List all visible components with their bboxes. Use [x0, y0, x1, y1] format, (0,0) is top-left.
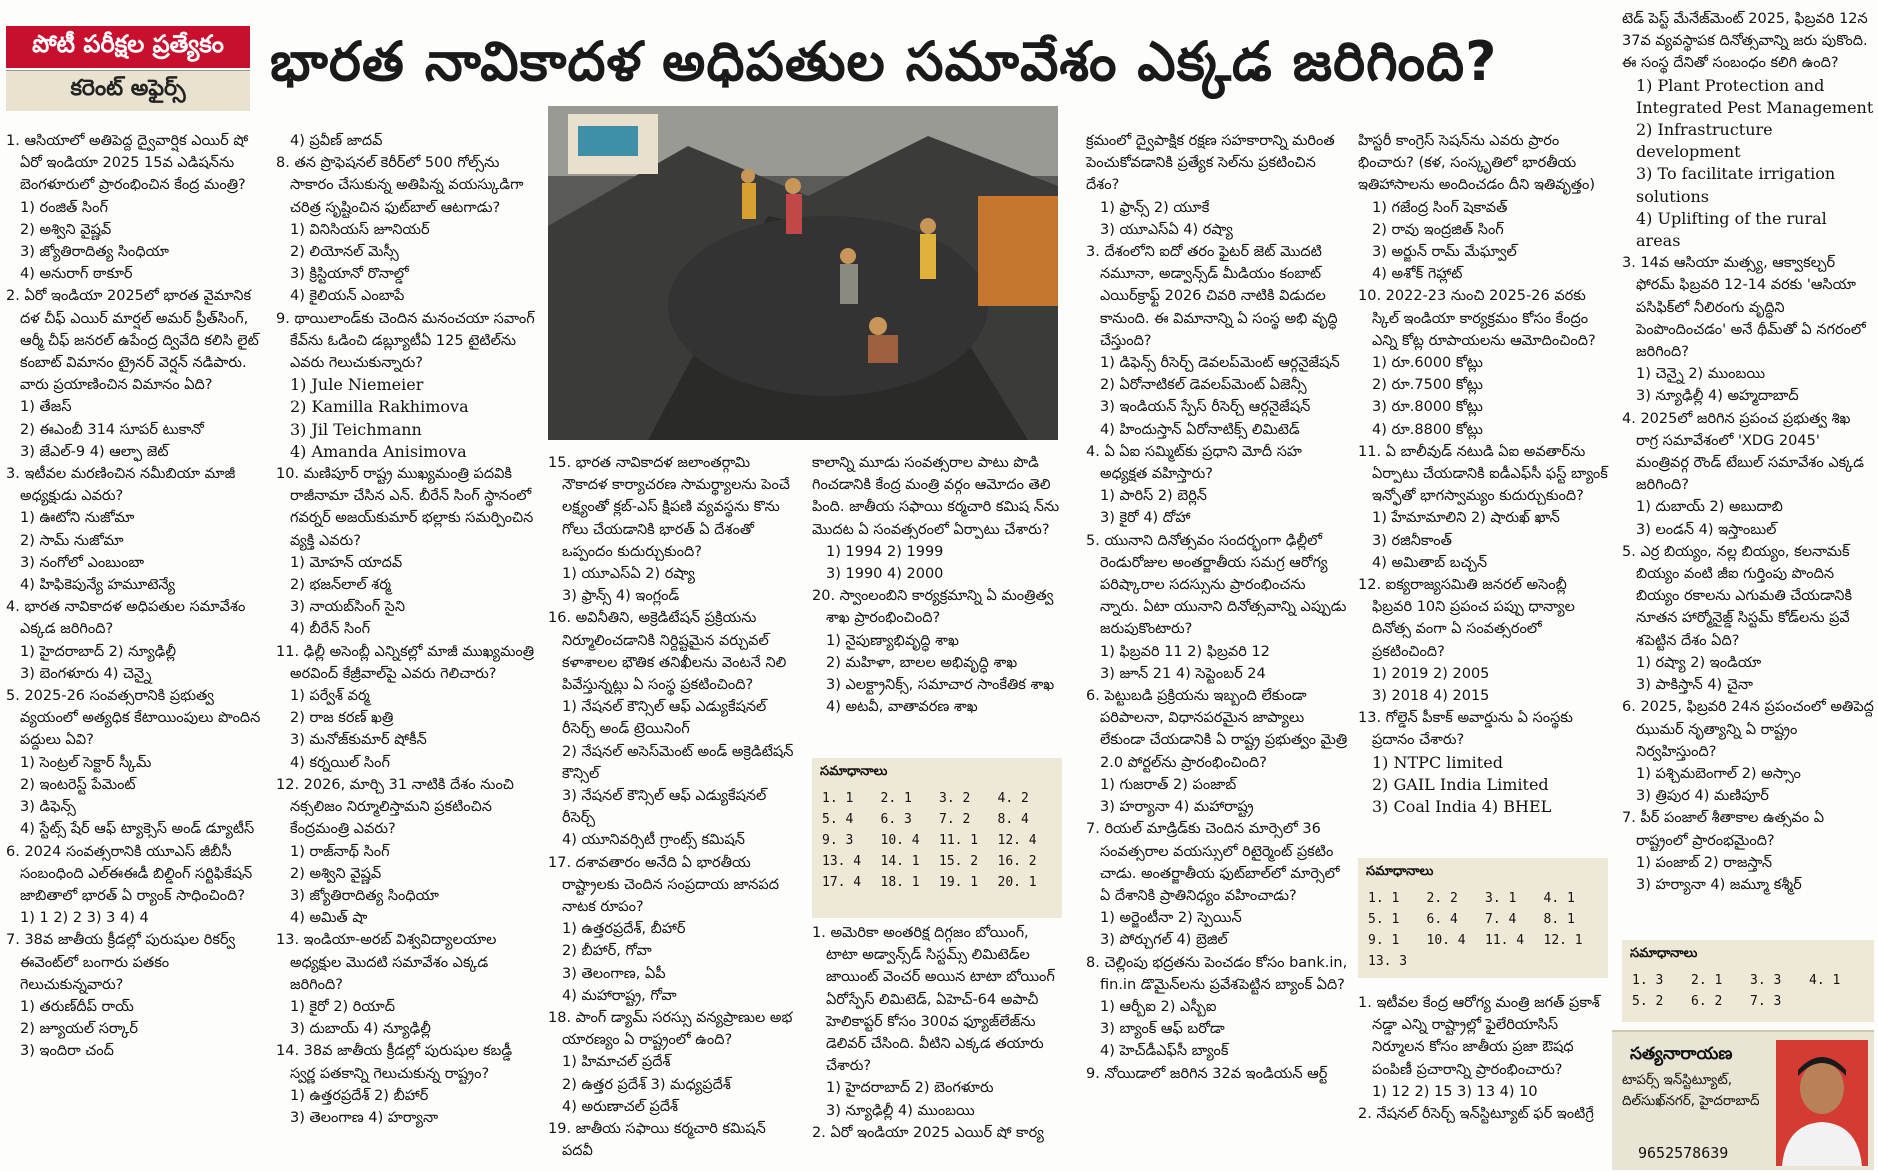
answer-option: 1) తరుణ్‌దీప్ రాయ్	[20, 998, 134, 1015]
question-text: 3. దేశంలోని ఐదో తరం ఫైటర్ జెట్ మొదటి నమూనా, అడ్వాన్స్‌డ్ మీడియం కంబాట్ ఎయిర్‌క్రాఫ్ట్ 2026 చివరి నాటికి విడుదల కానుంది. ఈ విమానాన్ని ఏ సంస్థ అభి వృద్ధి చేస్తుంది?	[1086, 244, 1338, 349]
question-text: 1. ఆసియాలో అతిపెద్ద ద్వైవార్షిక ఎయిర్ షో ఏరో ఇండియా 2025 15వ ఎడిషన్‌ను బెంగళూరులో ప్రారంభించిన కేంద్ర మంత్రి?	[6, 133, 249, 194]
answer-option: 4) బీరేన్ సింగ్	[290, 621, 371, 638]
question-text: 2. ఏరో ఇండియా 2025లో భారత వైమానిక దళ చీఫ్ ఎయిర్ మార్షల్ అమర్ ప్రీత్‌సింగ్, ఆర్మీ చీఫ్ జనరల్ ఉపేంద్ర ద్వివేది కలిసి లైట్ కంబాట్ విమానం ట్రైనర్ వెర్షన్ నడిపారు. వారు ప్రయాణించిన విమానం ఏది?	[6, 288, 259, 394]
answer-cell: 3. 1	[1485, 891, 1517, 906]
answer-option: 4) కర్నయిల్ సింగ్	[290, 754, 390, 771]
answer-option: 3) 2018 4) 2015	[1372, 688, 1490, 705]
answer-row	[1366, 888, 1600, 909]
answer-option: 2) ఇంటరెస్ట్ పేమెంట్	[20, 776, 136, 793]
question-text: 5. ఎర్ర బియ్యం, నల్ల బియ్యం, కలనామక్ బియ్యం వంటి జీఐ గుర్తింపు పొందిన బియ్యం రకాలను ఎగుమతి చేయడానికి నూతన హార్మోనైజ్డ్ సిస్టమ్ కోడ్‌లను ప్రవే శపెట్టిన దేశం ఏది?	[1622, 543, 1853, 649]
answer-cell: 4. 2	[997, 791, 1029, 806]
answer-option: 3) ఫ్రాన్స్ 4) ఇంగ్లండ్	[562, 588, 680, 605]
question-column-1	[6, 130, 268, 1063]
answer-option: 1) పంజాబ్ 2) రాజస్తాన్	[1636, 854, 1773, 871]
answer-row	[820, 851, 1054, 872]
answer-option: 1) పశ్చిమబెంగాల్ 2) అస్సాం	[1636, 765, 1801, 782]
answer-cell: 4. 1	[1809, 973, 1841, 988]
answer-option: 4) Uplifting of the rural areas	[1636, 208, 1827, 251]
question-text: 1. అమెరికా అంతరిక్ష దిగ్గజం బోయింగ్, టాటా అడ్వాన్స్‌డ్ సిస్టమ్స్ లిమిటెడ్‌ల జాయింట్ వెంచర్ అయిన టాటా బోయింగ్ ఏరోస్పేస్ లిమిటెడ్, ఏహెచ్-64 అపాచీ హెలికాప్టర్ కోసం 300వ ఫ్యూజ్‌లేజ్‌ను డెలివర్ చేసింది. వీటిని ఎక్కడ తయారు చేశారు?	[812, 925, 1055, 1075]
question-text: 16. అవినీతిని, అక్రెడిటేషన్ ప్రక్రియను నిర్మూలించడానికి నిర్దిష్టమైన వర్చువల్ కళాశాలల భౌతిక తనిఖీలను వెంటనే నిలి పివేస్తున్నట్లు ఏ సంస్థ ప్రకటించింది?	[548, 610, 787, 694]
answer-option: 2) ఏరోనాటికల్ డెవలప్‌మెంట్ ఏజెన్సీ	[1100, 377, 1307, 394]
answer-row	[820, 872, 1054, 893]
answer-cell: 8. 4	[997, 812, 1029, 827]
answer-option: 1) హైదరాబాద్ 2) న్యూఢిల్లీ	[20, 643, 177, 660]
question-column-8	[1358, 992, 1608, 1125]
answer-option: 1) 1994 2) 1999	[826, 543, 944, 560]
answer-key-heading: సమాధానాలు	[1366, 864, 1434, 879]
answer-option: 1) ఫ్రాన్స్ 2) యూకే	[1100, 199, 1210, 216]
answer-option: 1) అర్జెంటీనా 2) స్పెయిన్	[1100, 910, 1242, 927]
answer-key-heading: సమాధానాలు	[820, 764, 888, 779]
answer-option: 3) డిఫెన్స్	[20, 799, 76, 816]
question-text: 6. పెట్టుబడి ప్రక్రియను ఇబ్బంది లేకుండా పరిపాలనా, విధానపరమైన జాప్యాలు లేకుండా చేయడానికి ఏ రాష్ట్ర ప్రభుత్వం మైత్రి 2.0 పోర్టల్‌ను ప్రారంభించింది?	[1086, 688, 1348, 771]
answer-option: 4) స్టేట్స్ షేర్ ఆఫ్ ట్యాక్సెస్ అండ్ డ్యూటీస్	[20, 821, 255, 838]
answer-option: 3) రజినీకాంత్	[1372, 532, 1452, 549]
answer-option: 3) జ్యోతిరాదిత్య సింధియా	[290, 887, 439, 904]
answer-option: 1) Plant Protection and Integrated Pest Management	[1636, 75, 1874, 117]
answer-option: 2) భజన్‌లాల్ శర్మ	[290, 577, 392, 594]
question-text: 14. 38వ జాతీయ క్రీడల్లో పురుషుల కబడ్డీ స్వర్ణ పతకాన్ని గెలుచుకున్న రాష్ట్రం?	[276, 1043, 513, 1082]
answer-option: 1) హిమాచల్ ప్రదేశ్	[562, 1054, 671, 1071]
answer-option: 3) మనోజ్‌కుమార్ షోకీన్	[290, 732, 427, 749]
answer-cell: 7. 2	[939, 812, 971, 827]
question-text: 9. నోయిడాలో జరిగిన 32వ ఇండియన్ ఆర్ట్	[1086, 1065, 1328, 1082]
question-text: 13. గోల్డెన్ పీకాక్ అవార్డును ఏ సంస్థకు ప్రదానం చేశారు?	[1358, 710, 1573, 749]
answer-option: 1) రాజ్‌నాథ్ సింగ్	[290, 843, 390, 860]
answer-key-heading: సమాధానాలు	[1630, 946, 1698, 961]
question-text: 7. రియల్ మాడ్రిడ్‌కు చెందిన మార్సెలో 36 సంవత్సరాల వయస్సులో రిటైర్మెంట్ ప్రకటిం చాడు. అంతర్జాతీయ ఫుట్‌బాల్‌లో మార్సెలో ఏ దేశానికి ప్రాతినిధ్యం వహించాడు?	[1086, 821, 1340, 904]
answer-option: 4) అటవీ, వాతావరణ శాఖ	[826, 699, 978, 716]
answer-cell: 5. 4	[822, 812, 854, 827]
answer-option: 3) ఇందిరా చంద్	[20, 1043, 114, 1060]
answer-option: 1) గుజరాత్ 2) పంజాబ్	[1100, 776, 1237, 793]
answer-option: 3) To facilitate irrigation solutions	[1636, 164, 1836, 206]
answer-option: 4) హిఫికెపున్యే హమూటెన్యే	[20, 577, 176, 594]
coal-mine-photo	[548, 106, 1058, 440]
answer-cell: 16. 2	[997, 854, 1037, 869]
answer-option: 2) అశ్విని వైష్ణవ్	[290, 865, 382, 882]
answer-cell: 1. 3	[1632, 973, 1664, 988]
answer-option: 1) పారిస్ 2) బెర్లిన్	[1100, 488, 1207, 505]
answer-option: 1) 12 2) 15 3) 13 4) 10	[1372, 1083, 1538, 1100]
answer-option: 4) అమిత్ షా	[290, 910, 368, 927]
answer-key-1	[812, 758, 1062, 918]
answer-option: 2) మహిళా, బాలల అభివృద్ధి శాఖ	[826, 654, 1018, 671]
answer-option: 3) పోర్చుగల్ 4) బ్రెజిల్	[1100, 932, 1228, 949]
answer-cell: 13. 4	[822, 854, 862, 869]
page-headline: భారత నావికాదళ అధిపతుల సమావేశం ఎక్కడ జరిగింది?	[270, 29, 1498, 93]
answer-option: 1) ఊటోని నుజోమా	[20, 510, 135, 527]
answer-option: 1) గజేంద్ర సింగ్ షెకావత్	[1372, 199, 1508, 216]
answer-option: 2) Infrastructure development	[1636, 120, 1773, 162]
answer-option: 4) హెచ్‌డీఎఫ్‌సీ బ్యాంక్	[1100, 1043, 1229, 1060]
answer-cell: 1. 1	[822, 791, 854, 806]
question-text: 11. ఏ బాలీవుడ్ నటుడి ఏఐ అవతార్‌ను ఏర్పాటు చేయడానికి ఐడీఎఫ్‌సీ ఫస్ట్ బ్యాంక్ ఇన్ఫోతో భాగస్వామ్యం కుదుర్చుకుంది?	[1358, 443, 1608, 505]
answer-option: 3) నాయబ్‌సింగ్ సైని	[290, 599, 406, 616]
answer-cell: 14. 1	[880, 854, 920, 869]
answer-cell: 7. 4	[1485, 912, 1517, 927]
answer-option: 1) Jule Niemeier	[290, 375, 424, 395]
question-text: 13. ఇండియా-అరబ్ విశ్వవిద్యాలయాల అధ్యక్షుల మొదటి సమావేశం ఎక్కడ జరిగింది?	[276, 932, 497, 993]
question-text: 5. యునాని దినోత్సవం సందర్భంగా ఢిల్లీలో రెండురోజుల అంతర్జాతీయ సమగ్ర ఆరోగ్య పరిష్కారాల సదస్సును ప్రారంభించను న్నారు. ఏటా యునాని దినోత్సవాన్ని ఎప్పుడు జరుపుకొంటారు?	[1086, 532, 1347, 638]
answer-cell: 7. 3	[1750, 994, 1782, 1009]
answer-option: 2) బీహార్, గోవా	[562, 943, 652, 960]
answer-option: 3) త్రిపుర 4) మణిపూర్	[1636, 788, 1769, 805]
answer-option: 2) రాజ కరణ్ ఖత్రి	[290, 710, 394, 727]
question-text: 19. జాతీయ సఫాయి కర్మచారి కమిషన్ పదవీ	[548, 1121, 766, 1160]
answer-cell: 11. 4	[1485, 933, 1525, 948]
answer-option: 4) అరుణాచల్ ప్రదేశ్	[562, 1098, 679, 1115]
section-tag: పోటీ పరీక్షల ప్రత్యేకం	[6, 26, 250, 68]
answer-option: 2) రూ.7500 కోట్లు	[1372, 377, 1483, 394]
answer-cell	[1425, 951, 1484, 972]
answer-option: 1) నైపుణ్యాభివృద్ధి శాఖ	[826, 632, 959, 649]
question-column-4	[812, 452, 1062, 718]
question-text: 11. ఢిల్లీ అసెంబ్లీ ఎన్నికల్లో మాజీ ముఖ్యమంత్రి అరవింద్ కేజ్రీవాల్‌పై ఎవరు గెలిచారు?	[276, 643, 535, 682]
question-continuation: కాలాన్ని మూడు సంవత్సరాల పాటు పొడి గించడానికి కేంద్ర మంత్రి వర్గం ఆమోదం తెలి పింది. జాతీయ సఫాయి కర్మచారి కమిష న్‌ను మొదట ఏ సంవత్సరంలో ఏర్పాటు చేశారు?	[812, 455, 1060, 538]
answer-option: 3) జేఎల్-9 4) ఆల్ఫా జెట్	[20, 443, 169, 460]
author-institute: టాపర్స్ ఇన్‌స్టిట్యూట్, దిల్‌సుఖ్‌నగర్, హైదరాబాద్	[1622, 1072, 1760, 1109]
answer-option: 4) యూనివర్సిటీ గ్రాంట్స్ కమిషన్	[562, 832, 745, 849]
author-photo	[1776, 1040, 1868, 1166]
question-text: 2. నేషనల్ రీసెర్చ్ ఇన్‌స్టిట్యూట్ ఫర్ ఇంటిగ్రే	[1358, 1106, 1594, 1123]
answer-option: 1) దుబాయ్ 2) అబుదాబి	[1636, 499, 1783, 516]
answer-option: 1) తేజస్	[20, 399, 72, 416]
answer-option: 3) హర్యానా 4) జమ్మూ కశ్మీర్	[1636, 876, 1802, 893]
answer-option: 3) న్యూఢిల్లీ 4) ముంబయి	[826, 1102, 975, 1119]
answer-option: 4) అనురాగ్ ఠాకూర్	[20, 266, 133, 283]
author-name: సత్యనారాయణ	[1630, 1044, 1733, 1064]
answer-option: 3) పాకిస్తాన్ 4) చైనా	[1636, 677, 1753, 694]
answer-cell: 2. 1	[1691, 973, 1723, 988]
answer-option: 4) Amanda Anisimova	[290, 441, 467, 461]
answer-option: 3) ఇండియన్ స్పేస్ రీసెర్చ్ ఆర్గనైజేషన్	[1100, 399, 1311, 416]
answer-option: 3) హర్యానా 4) మహారాష్ట్ర	[1100, 799, 1254, 816]
answer-option: 1) హైదరాబాద్ 2) బెంగళూరు	[826, 1080, 994, 1097]
answer-option: 2) ఉత్తర ప్రదేశ్ 3) మధ్యప్రదేశ్	[562, 1076, 731, 1093]
answer-option: 3) న్యూఢిల్లీ 4) అహ్మదాబాద్	[1636, 388, 1799, 405]
answer-option: 1) ఉత్తరప్రదేశ్, బీహార్	[562, 921, 686, 938]
answer-cell: 6. 3	[880, 812, 912, 827]
answer-option: 4) అమితాబ్ బచ్చన్	[1372, 554, 1488, 571]
question-text: 4. భారత నావికాదళ అధిపతుల సమావేశం ఎక్కడ జరిగింది?	[6, 599, 246, 638]
answer-row	[820, 830, 1054, 851]
answer-option: 3) యూఎస్ఏ 4) రష్యా	[1100, 221, 1233, 238]
answer-option: 3) తెలంగాణ 4) హర్యానా	[290, 1109, 439, 1126]
author-phone: 9652578639	[1638, 1144, 1729, 1162]
question-text: 3. ఇటీవల మరణించిన నమీబియా మాజీ అధ్యక్షుడు ఎవరు?	[6, 466, 236, 505]
question-text: 6. 2025, ఫిబ్రవరి 24న ప్రపంచంలో అతిపెద్ద ఝుమర్ నృత్యాన్ని ఏ రాష్ట్రం నిర్వహిస్తుంది?	[1622, 699, 1874, 760]
answer-cell: 10. 4	[880, 833, 920, 848]
answer-option: 4) హిందుస్తాన్ ఏరోనాటిక్స్ లిమిటెడ్	[1100, 421, 1300, 438]
answer-option: 4) మహారాష్ట్ర, గోవా	[562, 987, 677, 1004]
answer-option: 1) డిఫెన్స్ రీసెర్చ్ డెవలప్‌మెంట్ ఆర్గనైజేషన్	[1100, 355, 1340, 372]
question-text: 12. ఐక్యరాజ్యసమితి జనరల్ అసెంబ్లీ ఫిబ్రవరి 10ని ప్రపంచ పప్పు ధాన్యాల దినోత్స వంగా ఏ సంవత్సరంలో ప్రకటించింది?	[1358, 577, 1575, 660]
answer-option: 2) జ్యూయల్ సర్కార్	[20, 1021, 138, 1038]
answer-option: 3) 1990 4) 2000	[826, 566, 944, 583]
answer-cell	[1807, 991, 1866, 1012]
answer-option: 1) రూ.6000 కోట్లు	[1372, 355, 1483, 372]
answer-cell: 12. 1	[1543, 933, 1583, 948]
question-column-9	[1622, 8, 1874, 896]
question-text: 10. 2022-23 నుంచి 2025-26 వరకు స్కిల్ ఇండియా కార్యక్రమం కోసం కేంద్రం ఎన్ని కోట్ల రూపాయలను ఆమోదించింది?	[1358, 288, 1596, 349]
answer-option: 3) తెలంగాణ, ఏపీ	[562, 965, 666, 982]
answer-cell: 5. 1	[1368, 912, 1400, 927]
answer-option: 1) ఫిబ్రవరి 11 2) ఫిబ్రవరి 12	[1100, 643, 1270, 660]
question-column-6	[1086, 130, 1348, 1085]
question-text: 3. 14వ ఆసియా మత్స్య, ఆక్వాకల్చర్ ఫోరమ్ ఫిబ్రవరి 12-14 వరకు 'ఆసియా పసిఫిక్‌లో నీలిరంగు వృద్ధిని పెంపొందించడం' అనే థీమ్‌తో ఏ నగరంలో జరిగింది?	[1622, 255, 1866, 361]
answer-row	[820, 809, 1054, 830]
answer-option: 1) కైరో 2) రియాద్	[290, 998, 395, 1015]
answer-option: 3) అర్జున్ రామ్ మేఘ్వాల్	[1372, 244, 1517, 261]
answer-option: 2) అశ్విని వైష్ణవ్	[20, 221, 112, 238]
answer-cell: 18. 1	[880, 875, 920, 890]
answer-cell: 13. 3	[1368, 954, 1408, 969]
answer-key-table	[1630, 970, 1866, 1012]
answer-option: 1) ఆర్బీఐ 2) ఎస్బీఐ	[1100, 998, 1217, 1015]
subsection-tag: కరెంట్ అఫైర్స్	[6, 70, 250, 111]
question-text: 6. 2024 సంవత్సరానికి యూఎస్ జీబీసీ సంబంధింది ఎల్ఈఈడీ బిల్డింగ్ సర్టిఫికేషన్ జాబితాలో భారత్ ఏ ర్యాంక్ సాధించింది?	[6, 843, 253, 904]
answer-option: 1) యూఎస్ఏ 2) రష్యా	[562, 566, 695, 583]
answer-cell: 19. 1	[939, 875, 979, 890]
answer-option: 1) 2019 2) 2005	[1372, 665, 1490, 682]
answer-option: 4) అశోక్ గెహ్లాట్	[1372, 266, 1463, 283]
answer-option: 1) రష్యా 2) ఇండియా	[1636, 654, 1762, 671]
answer-option: 1) రంజిత్ సింగ్	[20, 199, 108, 216]
answer-option: 3) Coal India 4) BHEL	[1372, 797, 1552, 817]
answer-option: 3) నేషనల్ కౌన్సిల్ ఆఫ్ ఎడ్యుకేషనల్ రీసెర్చ్	[562, 788, 767, 827]
answer-option: 2) రావు ఇంద్రజిత్ సింగ్	[1372, 221, 1504, 238]
answer-option: 2) నేషనల్ అసెస్‌మెంట్ అండ్ అక్రెడిటేషన్ కౌన్సిల్	[562, 743, 794, 782]
answer-cell: 1. 1	[1368, 891, 1400, 906]
answer-cell: 6. 4	[1426, 912, 1458, 927]
question-text: 9. థాయిలాండ్‌కు చెందిన మనంచయా సవాంగ్ కేవ్‌ను ఓడించి డబ్ల్యూటీఏ 125 టైటిల్‌ను ఎవరు గెలుచుకున్నారు?	[276, 310, 535, 372]
answer-cell	[1483, 951, 1542, 972]
answer-option: 2) సామ్ నుజోమా	[20, 532, 124, 549]
question-column-2	[276, 130, 538, 1129]
question-text: 4. 2025లో జరిగిన ప్రపంచ ప్రభుత్వ శిఖ రాగ్ర సమావేశంలో 'XDG 2045' మంత్రివర్గ రౌండ్ టేబుల్ సమావేశం ఎక్కడ జరిగింది?	[1622, 410, 1864, 494]
question-text: 8. తన ప్రొఫెషనల్ కెరీర్‌లో 500 గోల్స్‌ను సాకారం చేసుకున్న అతిపిన్న వయస్కుడిగా చరిత్ర సృష్టించిన ఫుట్‌బాల్ ఆటగాడు?	[276, 155, 524, 216]
question-text: 20. స్వాంలంబిని కార్యక్రమాన్ని ఏ మంత్రిత్వ శాఖ ప్రారంభించింది?	[812, 588, 1054, 627]
answer-option: 3) క్రిస్టియానో రొనాల్డో	[290, 266, 409, 283]
answer-key-table	[1366, 888, 1600, 972]
answer-row	[1366, 951, 1600, 972]
question-column-3	[548, 452, 800, 1163]
answer-cell: 8. 1	[1543, 912, 1575, 927]
answer-option: 1) పర్వేశ్ వర్మ	[290, 688, 370, 705]
author-box	[1612, 1030, 1874, 1170]
answer-option: 1) వినిసియస్ జూనియర్	[290, 221, 430, 238]
answer-option: 4) రూ.8800 కోట్లు	[1372, 421, 1483, 438]
answer-cell: 11. 1	[939, 833, 979, 848]
question-text: 15. భారత నావికాదళ జలాంతర్గామి నౌకాదళ కార్యాచరణ సామర్థ్యాలను పెంచే లక్ష్యంతో క్లబ్-ఎస్ క్షిపణి వ్యవస్థను కొను గోలు చేయడానికి భారత్ ఏ దేశంతో ఒప్పందం కుదుర్చుకుంది?	[548, 455, 790, 560]
answer-cell: 3. 3	[1750, 973, 1782, 988]
answer-key-table	[820, 788, 1054, 893]
answer-option: 3) జూన్ 21 4) సెప్టెంబర్ 24	[1100, 665, 1266, 682]
answer-cell: 10. 4	[1426, 933, 1466, 948]
answer-option: 1) చెన్నై 2) ముంబయి	[1636, 366, 1766, 383]
answer-cell	[1542, 951, 1601, 972]
answer-cell: 9. 3	[822, 833, 854, 848]
answer-cell: 2. 2	[1426, 891, 1458, 906]
question-text: 7. 38వ జాతీయ క్రీడల్లో పురుషుల రికర్వ్ ఈవెంట్‌లో బంగారు పతకం గెలుచుకున్నవారు?	[6, 932, 236, 993]
answer-key-3	[1622, 940, 1874, 1022]
question-text: 7. పీర్ పంజాల్ శీతాకాల ఉత్సవం ఏ రాష్ట్రంలో ప్రారంభమైంది?	[1622, 810, 1825, 849]
answer-cell: 2. 1	[880, 791, 912, 806]
answer-option: 2) GAIL India Limited	[1372, 774, 1549, 794]
answer-option: 1) నేషనల్ కౌన్సిల్ ఆఫ్ ఎడ్యుకేషనల్ రీసెర్చ్ అండ్ ట్రెయినింగ్	[562, 699, 767, 738]
answer-option: 3) లండన్ 4) ఇస్తాంబుల్	[1636, 521, 1777, 538]
answer-cell: 20. 1	[997, 875, 1037, 890]
answer-option: 1) సెంట్రల్ సెక్టార్ స్కీమ్	[20, 754, 152, 771]
answer-option: 3) బ్యాంక్ ఆఫ్ బరోడా	[1100, 1021, 1225, 1038]
answer-option: 1) NTPC limited	[1372, 752, 1503, 772]
answer-cell: 9. 1	[1368, 933, 1400, 948]
answer-option: 3) కైరో 4) దోహా	[1100, 510, 1191, 527]
answer-key-2	[1358, 858, 1608, 978]
answer-option: 4) కైలియన్ ఎంబాపే	[290, 288, 405, 305]
question-column-5	[812, 922, 1062, 1144]
answer-option: 1) 1 2) 2 3) 3 4) 4	[20, 910, 149, 927]
answer-option: 3) రూ.8000 కోట్లు	[1372, 399, 1483, 416]
question-continuation: క్రమంలో ద్వైపాక్షిక రక్షణ సహకారాన్ని మరింత పెంచుకోవడానికి ప్రత్యేక సెల్‌ను ప్రకటించిన దేశం?	[1086, 133, 1335, 194]
answer-cell: 17. 4	[822, 875, 862, 890]
answer-cell: 5. 2	[1632, 994, 1664, 1009]
answer-option: 3) Jil Teichmann	[290, 419, 422, 439]
answer-cell: 12. 4	[997, 833, 1037, 848]
answer-option: 3) నంగోలో ఎంబుంబా	[20, 554, 145, 571]
question-text: 4. ఏ ఏఐ సమ్మిట్‌కు ప్రధాని మోదీ సహ అధ్యక్షత వహిస్తారు?	[1086, 443, 1302, 483]
question-text: 5. 2025-26 సంవత్సరానికి ప్రభుత్వ వ్యయంలో అత్యధిక కేటాయింపులు పొందిన పద్దులు ఏవి?	[6, 688, 261, 749]
answer-cell: 15. 2	[939, 854, 979, 869]
answer-row	[820, 788, 1054, 809]
answer-option: 2) ఈఎంబీ 314 సూపర్ టుకానో	[20, 421, 204, 438]
question-text: 17. దశావతారం అనేది ఏ భారతీయ రాష్ట్రాలకు చెందిన సంప్రదాయ జానపద నాటక రూపం?	[548, 854, 779, 916]
answer-row	[1366, 909, 1600, 930]
answer-row	[1366, 930, 1600, 951]
answer-option: 1) ఉత్తరప్రదేశ్ 2) బీహార్	[290, 1087, 429, 1104]
answer-row	[1630, 991, 1866, 1012]
question-text: 10. మణిపూర్ రాష్ట్ర ముఖ్యమంత్రి పదవికి రాజీనామా చేసిన ఎన్. బీరేన్ సింగ్ స్థానంలో గవర్నర్ అజయ్‌కుమార్ భల్లాకు సమర్పించిన వ్యక్తి ఎవరు?	[276, 466, 534, 549]
question-text: 8. చెల్లింపు భద్రతను పెంచడం కోసం bank.in, fin.in డొమైన్‌లను ప్రవేశపెట్టిన బ్యాంక్ ఏది?	[1086, 954, 1348, 993]
answer-option: 2) Kamilla Rakhimova	[290, 397, 469, 417]
answer-cell: 4. 1	[1543, 891, 1575, 906]
answer-cell: 3. 2	[939, 791, 971, 806]
answer-option: 2) లియోనల్ మెస్సీ	[290, 244, 399, 261]
answer-option: 3) జ్యోతిరాదిత్య సింధియా	[20, 244, 169, 261]
question-column-7	[1358, 130, 1608, 818]
question-text: 1. ఇటీవల కేంద్ర ఆరోగ్య మంత్రి జగత్ ప్రకాశ్ నడ్డా ఎన్ని రాష్ట్రాల్లో ఫైలేరియాసిస్ నిర్మూలన కోసం జాతీయ ప్రజా ఔషధ పంపిణీ ప్రచారాన్ని ప్రారంభించారు?	[1358, 995, 1600, 1078]
question-text: 12. 2026, మార్చి 31 నాటికి దేశం నుంచి నక్సలిజం నిర్మూలిస్తామని ప్రకటించిన కేంద్రమంత్రి ఎవరు?	[276, 776, 514, 838]
answer-option: 4) ప్రవీణ్ జాదవ్	[290, 133, 383, 149]
question-text: 18. పాంగ్ డ్యామ్ సరస్సు వన్యప్రాణుల అభ యారణ్యం ఏ రాష్ట్రంలో ఉంది?	[548, 1010, 793, 1049]
answer-option: 3) ఎలక్ట్రానిక్స్, సమాచార సాంకేతిక శాఖ	[826, 677, 1055, 694]
question-continuation: హిస్టరీ కాంగ్రెస్ సెషన్‌ను ఎవరు ప్రారం భించారు? (కళ, సంస్కృతిలో భారతీయ ఇతిహాసాలను అందించడం దీని ఇతివృత్తం)	[1358, 133, 1596, 194]
question-text: 2. ఏరో ఇండియా 2025 ఎయిర్ షో కార్య	[812, 1124, 1044, 1141]
answer-option: 1) హేమామాలిని 2) షారుఖ్ ఖాన్	[1372, 510, 1560, 527]
answer-option: 1) మోహన్ యాదవ్	[290, 554, 403, 571]
answer-option: 3) బెంగళూరు 4) చెన్నై	[20, 665, 152, 682]
answer-option: 3) దుబాయ్ 4) న్యూఢిల్లీ	[290, 1021, 431, 1038]
answer-cell: 6. 2	[1691, 994, 1723, 1009]
question-continuation: టెడ్ పెస్ట్ మేనేజ్‌మెంట్ 2025, ఫిబ్రవరి 12న 37వ వ్యవస్థాపక దినోత్సవాన్ని జరు పుకొంది. ఈ సంస్థ దేనితో సంబంధం కలిగి ఉంది?	[1622, 11, 1868, 72]
answer-row	[1630, 970, 1866, 991]
